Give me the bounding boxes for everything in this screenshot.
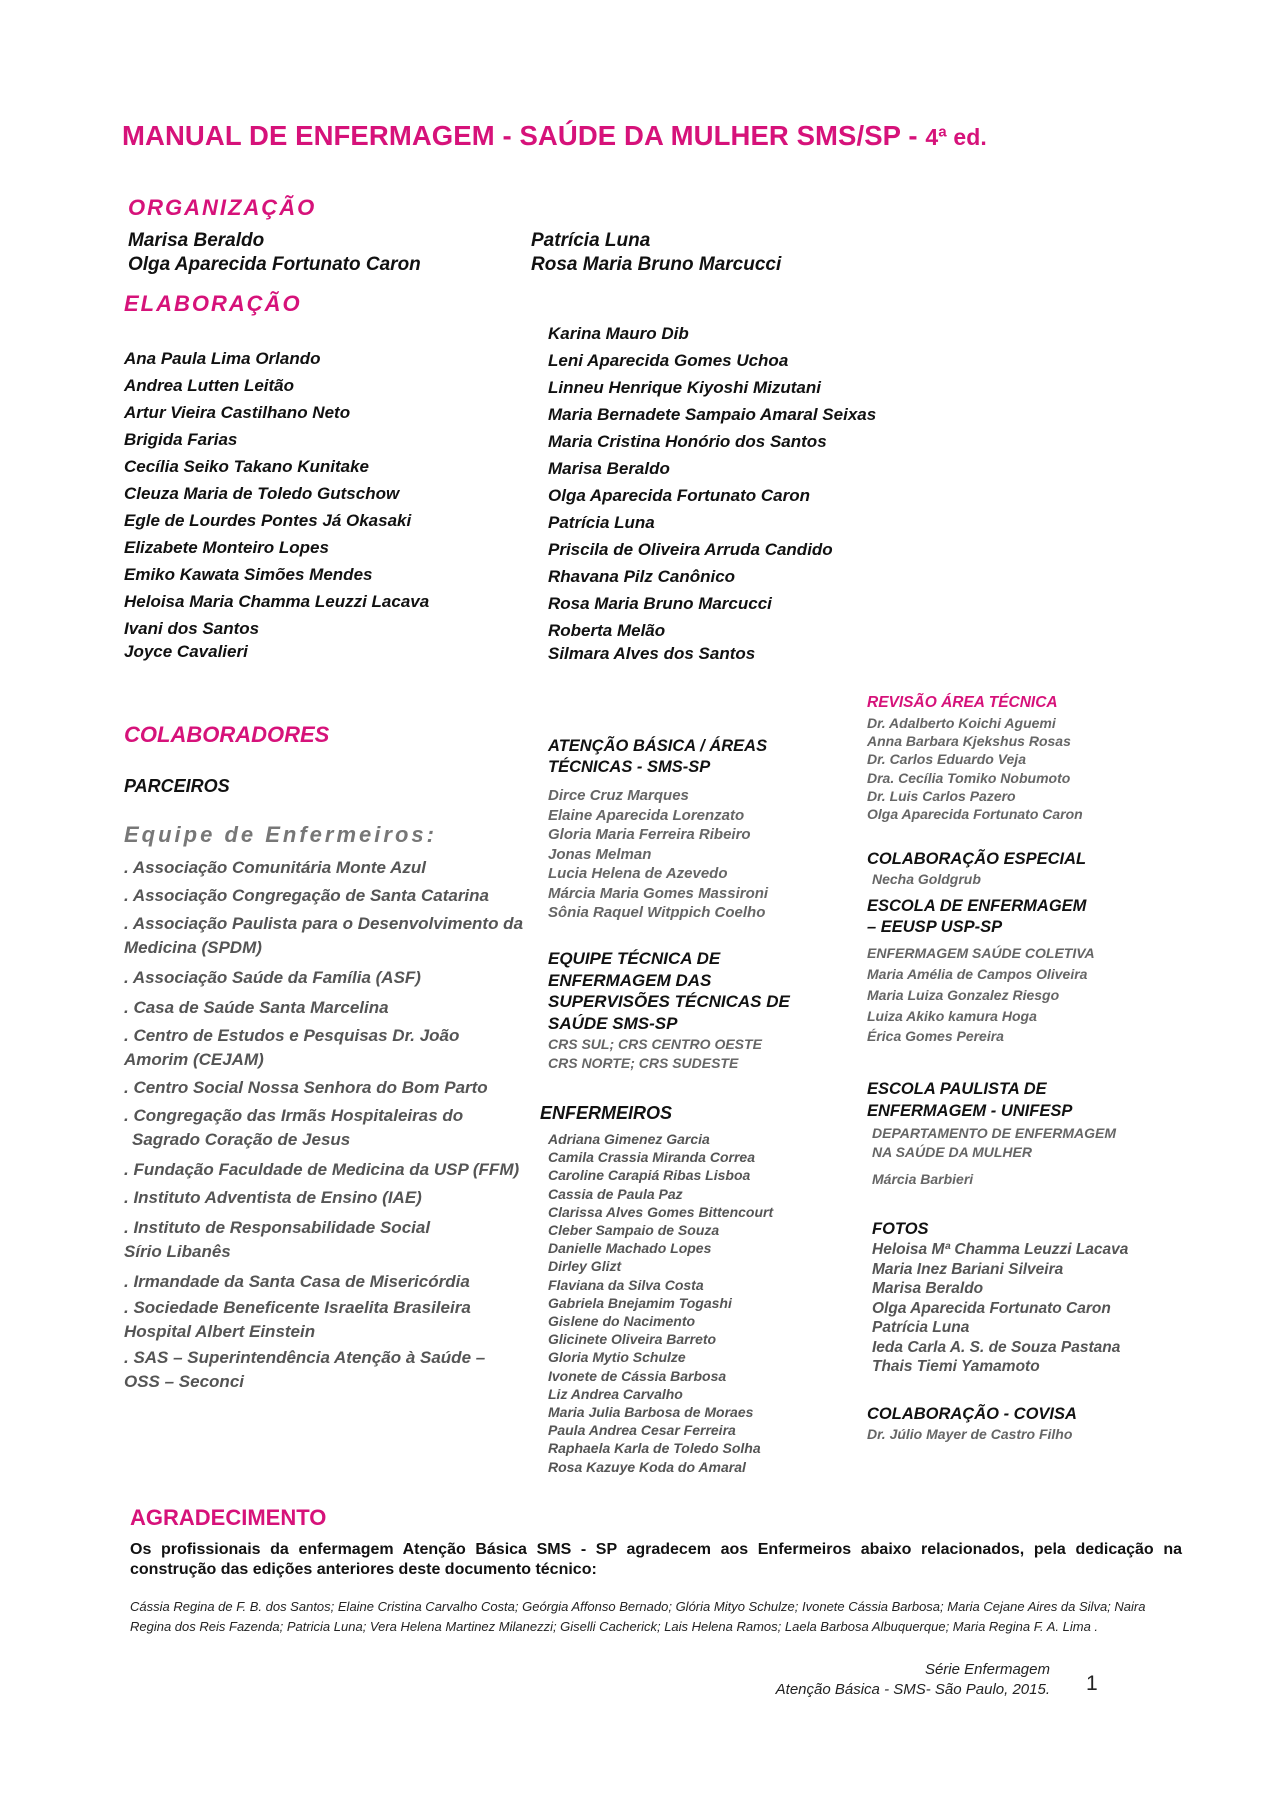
- elaboracao-name: Ana Paula Lima Orlando: [124, 349, 321, 368]
- atencao-list: [548, 786, 768, 923]
- elaboracao-name: Priscila de Oliveira Arruda Candido: [548, 540, 833, 559]
- revisao-name: Anna Barbara Kjekshus Rosas: [867, 733, 1071, 750]
- elaboracao-name: Heloisa Maria Chamma Leuzzi Lacava: [124, 592, 430, 611]
- enfermeiro-name: Ivonete de Cássia Barbosa: [548, 1367, 727, 1384]
- elaboracao-name: Patrícia Luna: [548, 513, 655, 532]
- atencao-name: Gloria Maria Ferreira Ribeiro: [548, 826, 751, 843]
- enfermeiro-name: Raphaela Karla de Toledo Solha: [548, 1440, 761, 1457]
- eeusp-name: Maria Amélia de Campos Oliveira: [867, 966, 1088, 982]
- footer: [776, 1660, 1050, 1700]
- elaboracao-name: Andrea Lutten Leitão: [124, 376, 295, 395]
- organizacao-heading: ORGANIZAÇÃO: [128, 195, 317, 220]
- page-number: 1: [1086, 1672, 1098, 1695]
- parceiro-item: . Centro Social Nossa Senhora do Bom Parto: [124, 1078, 488, 1097]
- unifesp-name: Márcia Barbieri: [872, 1171, 974, 1187]
- eeusp-heading-line2: – EEUSP USP-SP: [867, 918, 1003, 936]
- parceiro-item: . Instituto Adventista de Ensino (IAE): [124, 1188, 422, 1207]
- atencao-heading-line1: ATENÇÃO BÁSICA / ÁREAS: [548, 737, 768, 755]
- enfermeiros-list: [548, 1130, 773, 1476]
- fotos-name: Patrícia Luna: [872, 1319, 970, 1336]
- elaboracao-name: Elizabete Monteiro Lopes: [124, 538, 329, 557]
- atencao-name: Sônia Raquel Witppich Coelho: [548, 904, 766, 921]
- enfermeiro-name: Maria Julia Barbosa de Moraes: [548, 1404, 754, 1421]
- equipe-tecnica-heading: [548, 948, 790, 1034]
- covisa-heading: COLABORAÇÃO - COVISA: [867, 1405, 1077, 1423]
- elaboracao-name: Cleuza Maria de Toledo Gutschow: [124, 484, 400, 503]
- elaboracao-col2: [548, 320, 876, 667]
- fotos-name: Olga Aparecida Fortunato Caron: [872, 1299, 1111, 1317]
- unifesp-heading: [867, 1078, 1072, 1122]
- equipe-heading: Equipe de Enfermeiros:: [124, 822, 437, 847]
- elaboracao-name: Maria Bernadete Sampaio Amaral Seixas: [548, 405, 877, 424]
- fotos-list: [872, 1240, 1128, 1377]
- fotos-name: Heloisa Mª Chamma Leuzzi Lacava: [872, 1241, 1129, 1258]
- fotos-name: Ieda Carla A. S. de Souza Pastana: [872, 1338, 1121, 1356]
- organizacao-col1: [128, 229, 421, 277]
- equipe-tecnica-line: SAÚDE SMS-SP: [548, 1013, 678, 1033]
- parceiros-list: [124, 856, 524, 1394]
- eeusp-name: Maria Luiza Gonzalez Riesgo: [867, 986, 1060, 1003]
- elaboracao-name: Silmara Alves dos Santos: [548, 644, 756, 663]
- crs-line: CRS SUL; CRS CENTRO OESTE: [548, 1036, 762, 1052]
- equipe-tecnica-list: [548, 1035, 762, 1072]
- parceiro-item: . SAS – Superintendência Atenção à Saúde – OSS – Seconci: [124, 1348, 486, 1391]
- eeusp-name: Érica Gomes Pereira: [867, 1028, 1004, 1045]
- parceiro-item: . Instituto de Responsabilidade Social Sírio Libanês: [124, 1218, 431, 1261]
- title-main: MANUAL DE ENFERMAGEM - SAÚDE DA MULHER SMS/SP -: [122, 120, 926, 151]
- agradecimento-heading: AGRADECIMENTO: [130, 1505, 327, 1530]
- enfermeiro-name: Clarissa Alves Gomes Bittencourt: [548, 1203, 774, 1220]
- fotos-name: Maria Inez Bariani Silveira: [872, 1260, 1064, 1278]
- atencao-name: Lucia Helena de Azevedo: [548, 865, 728, 882]
- elaboracao-name: Egle de Lourdes Pontes Já Okasaki: [124, 511, 412, 530]
- parceiro-item: . Fundação Faculdade de Medicina da USP (FFM): [124, 1160, 520, 1179]
- enfermeiro-name: Paula Andrea Cesar Ferreira: [548, 1422, 736, 1439]
- equipe-tecnica-line: EQUIPE TÉCNICA DE: [548, 949, 721, 968]
- enfermeiro-name: Adriana Gimenez Garcia: [548, 1131, 710, 1147]
- parceiros-heading: PARCEIROS: [124, 776, 230, 796]
- parceiro-item: . Associação Congregação de Santa Catarina: [124, 886, 489, 905]
- page-title: [122, 120, 987, 152]
- equipe-tecnica-line: SUPERVISÕES TÉCNICAS DE: [548, 992, 790, 1011]
- unifesp-heading-line2: ENFERMAGEM - UNIFESP: [867, 1102, 1073, 1120]
- fotos-name: Marisa Beraldo: [872, 1280, 984, 1297]
- elaboracao-name: Karina Mauro Dib: [548, 324, 689, 343]
- elaboracao-name: Emiko Kawata Simões Mendes: [124, 565, 373, 584]
- elaboracao-name: Roberta Melão: [548, 621, 666, 640]
- enfermeiro-name: Danielle Machado Lopes: [548, 1240, 712, 1257]
- eeusp-sub: ENFERMAGEM SAÚDE COLETIVA: [867, 945, 1095, 961]
- unifesp-sub-line2: NA SAÚDE DA MULHER: [872, 1143, 1032, 1160]
- organizacao-name: Olga Aparecida Fortunato Caron: [128, 254, 421, 275]
- atencao-heading: [548, 736, 767, 778]
- revisao-heading: REVISÃO ÁREA TÉCNICA: [867, 694, 1058, 711]
- enfermeiro-name: Flaviana da Silva Costa: [548, 1276, 704, 1293]
- parceiro-item: . Congregação das Irmãs Hospitaleiras do Sagrado Coração de Jesus: [124, 1106, 464, 1149]
- unifesp-heading-line1: ESCOLA PAULISTA DE: [867, 1080, 1047, 1098]
- footer-series: Série Enfermagem: [924, 1661, 1050, 1678]
- elaboracao-name: Rosa Maria Bruno Marcucci: [548, 594, 772, 613]
- eeusp-heading-line1: ESCOLA DE ENFERMAGEM: [867, 897, 1087, 915]
- colab-especial-name: Necha Goldgrub: [872, 871, 981, 887]
- enfermeiro-name: Camila Crassia Miranda Correa: [548, 1149, 755, 1166]
- enfermeiro-name: Gabriela Bnejamim Togashi: [548, 1294, 732, 1311]
- atencao-name: Márcia Maria Gomes Massironi: [548, 884, 769, 902]
- eeusp-heading: [867, 896, 1086, 938]
- covisa-name: Dr. Júlio Mayer de Castro Filho: [867, 1426, 1073, 1442]
- footer-source: Atenção Básica - SMS- São Paulo, 2015.: [775, 1681, 1050, 1698]
- atencao-name: Dirce Cruz Marques: [548, 787, 689, 804]
- revisao-name: Dr. Adalberto Koichi Aguemi: [867, 715, 1056, 731]
- colaboradores-heading: COLABORADORES: [124, 722, 330, 747]
- revisao-name: Dr. Carlos Eduardo Veja: [867, 751, 1026, 768]
- revisao-name: Olga Aparecida Fortunato Caron: [867, 806, 1083, 823]
- elaboracao-name: Leni Aparecida Gomes Uchoa: [548, 351, 789, 370]
- revisao-name: Dr. Luis Carlos Pazero: [867, 787, 1016, 804]
- elaboracao-name: Joyce Cavalieri: [124, 642, 248, 661]
- colab-especial-heading: COLABORAÇÃO ESPECIAL: [867, 850, 1087, 868]
- eeusp-name: Luiza Akiko kamura Hoga: [867, 1007, 1037, 1024]
- parceiro-item: . Centro de Estudos e Pesquisas Dr. João Amorim (CEJAM): [124, 1026, 460, 1069]
- elaboracao-name: Rhavana Pilz Canônico: [548, 567, 736, 586]
- organizacao-name: Patrícia Luna: [531, 230, 651, 251]
- organizacao-name: Marisa Beraldo: [128, 230, 265, 251]
- revisao-name: Dra. Cecília Tomiko Nobumoto: [867, 769, 1071, 786]
- atencao-heading-line2: TÉCNICAS - SMS-SP: [548, 758, 711, 776]
- unifesp-sub: [872, 1124, 1116, 1161]
- parceiro-item: . Associação Comunitária Monte Azul: [124, 858, 426, 877]
- parceiro-item: . Casa de Saúde Santa Marcelina: [124, 998, 389, 1017]
- fotos-name: Thais Tiemi Yamamoto: [872, 1358, 1040, 1375]
- enfermeiro-name: Dirley Glizt: [548, 1258, 622, 1275]
- enfermeiro-name: Gislene do Nacimento: [548, 1313, 696, 1330]
- enfermeiro-name: Cassia de Paula Paz: [548, 1185, 683, 1202]
- enfermeiro-name: Gloria Mytio Schulze: [548, 1349, 686, 1366]
- enfermeiro-name: Glicinete Oliveira Barreto: [548, 1331, 717, 1348]
- organizacao-name: Rosa Maria Bruno Marcucci: [531, 254, 782, 275]
- elaboracao-name: Cecília Seiko Takano Kunitake: [124, 457, 370, 476]
- parceiro-item: . Associação Paulista para o Desenvolvimento da Medicina (SPDM): [124, 914, 524, 957]
- elaboracao-name: Artur Vieira Castilhano Neto: [124, 403, 351, 422]
- enfermeiro-name: Liz Andrea Carvalho: [548, 1385, 683, 1402]
- atencao-name: Jonas Melman: [548, 845, 652, 863]
- elaboracao-col1: [124, 345, 429, 665]
- crs-line: CRS NORTE; CRS SUDESTE: [548, 1054, 739, 1071]
- title-edition: 4ª ed.: [925, 124, 987, 150]
- elaboracao-name: Marisa Beraldo: [548, 459, 670, 478]
- elaboracao-name: Linneu Henrique Kiyoshi Mizutani: [548, 378, 821, 397]
- revisao-list: [867, 714, 1083, 823]
- enfermeiros-heading: ENFERMEIROS: [540, 1103, 673, 1123]
- agradecimento-names: Cássia Regina de F. B. dos Santos; Elaine Cristina Carvalho Costa; Geórgia Affonso Bernado; Glória Mityo Schulze; Ivonete Cássia Barbosa; Maria Cejane Aires da Silva; Naira Regina dos Reis Fazenda; Patricia Luna; Vera Helena Martinez Milanezzi; Giselli Cacherick; Lais Helena Ramos; Laela Barbosa Albuquerque; Maria Regina F. A. Lima .: [130, 1599, 1146, 1634]
- elaboracao-name: Olga Aparecida Fortunato Caron: [548, 486, 810, 505]
- elaboracao-name: Brigida Farias: [124, 430, 238, 449]
- parceiro-item: . Sociedade Beneficente Israelita Brasileira Hospital Albert Einstein: [124, 1298, 471, 1341]
- elaboracao-name: Ivani dos Santos: [124, 619, 260, 638]
- parceiro-item: . Associação Saúde da Família (ASF): [124, 968, 421, 987]
- enfermeiro-name: Caroline Carapiá Ribas Lisboa: [548, 1167, 751, 1184]
- fotos-heading: FOTOS: [872, 1220, 929, 1238]
- atencao-name: Elaine Aparecida Lorenzato: [548, 806, 745, 824]
- enfermeiro-name: Rosa Kazuye Koda do Amaral: [548, 1458, 746, 1475]
- parceiro-item: . Irmandade da Santa Casa de Misericórdia: [124, 1272, 470, 1291]
- organizacao-col2: [531, 229, 781, 277]
- elaboracao-heading: ELABORAÇÃO: [124, 291, 302, 316]
- enfermeiro-name: Cleber Sampaio de Souza: [548, 1222, 720, 1239]
- unifesp-sub-line1: DEPARTAMENTO DE ENFERMAGEM: [872, 1125, 1116, 1141]
- agradecimento-text: Os profissionais da enfermagem Atenção Básica SMS - SP agradecem aos Enfermeiros abaixo relacionados, pela dedicação na construção das edições anteriores deste documento técnico:: [130, 1541, 1182, 1578]
- eeusp-list: [867, 964, 1087, 1047]
- equipe-tecnica-line: ENFERMAGEM DAS: [548, 970, 712, 990]
- elaboracao-name: Maria Cristina Honório dos Santos: [548, 432, 827, 451]
